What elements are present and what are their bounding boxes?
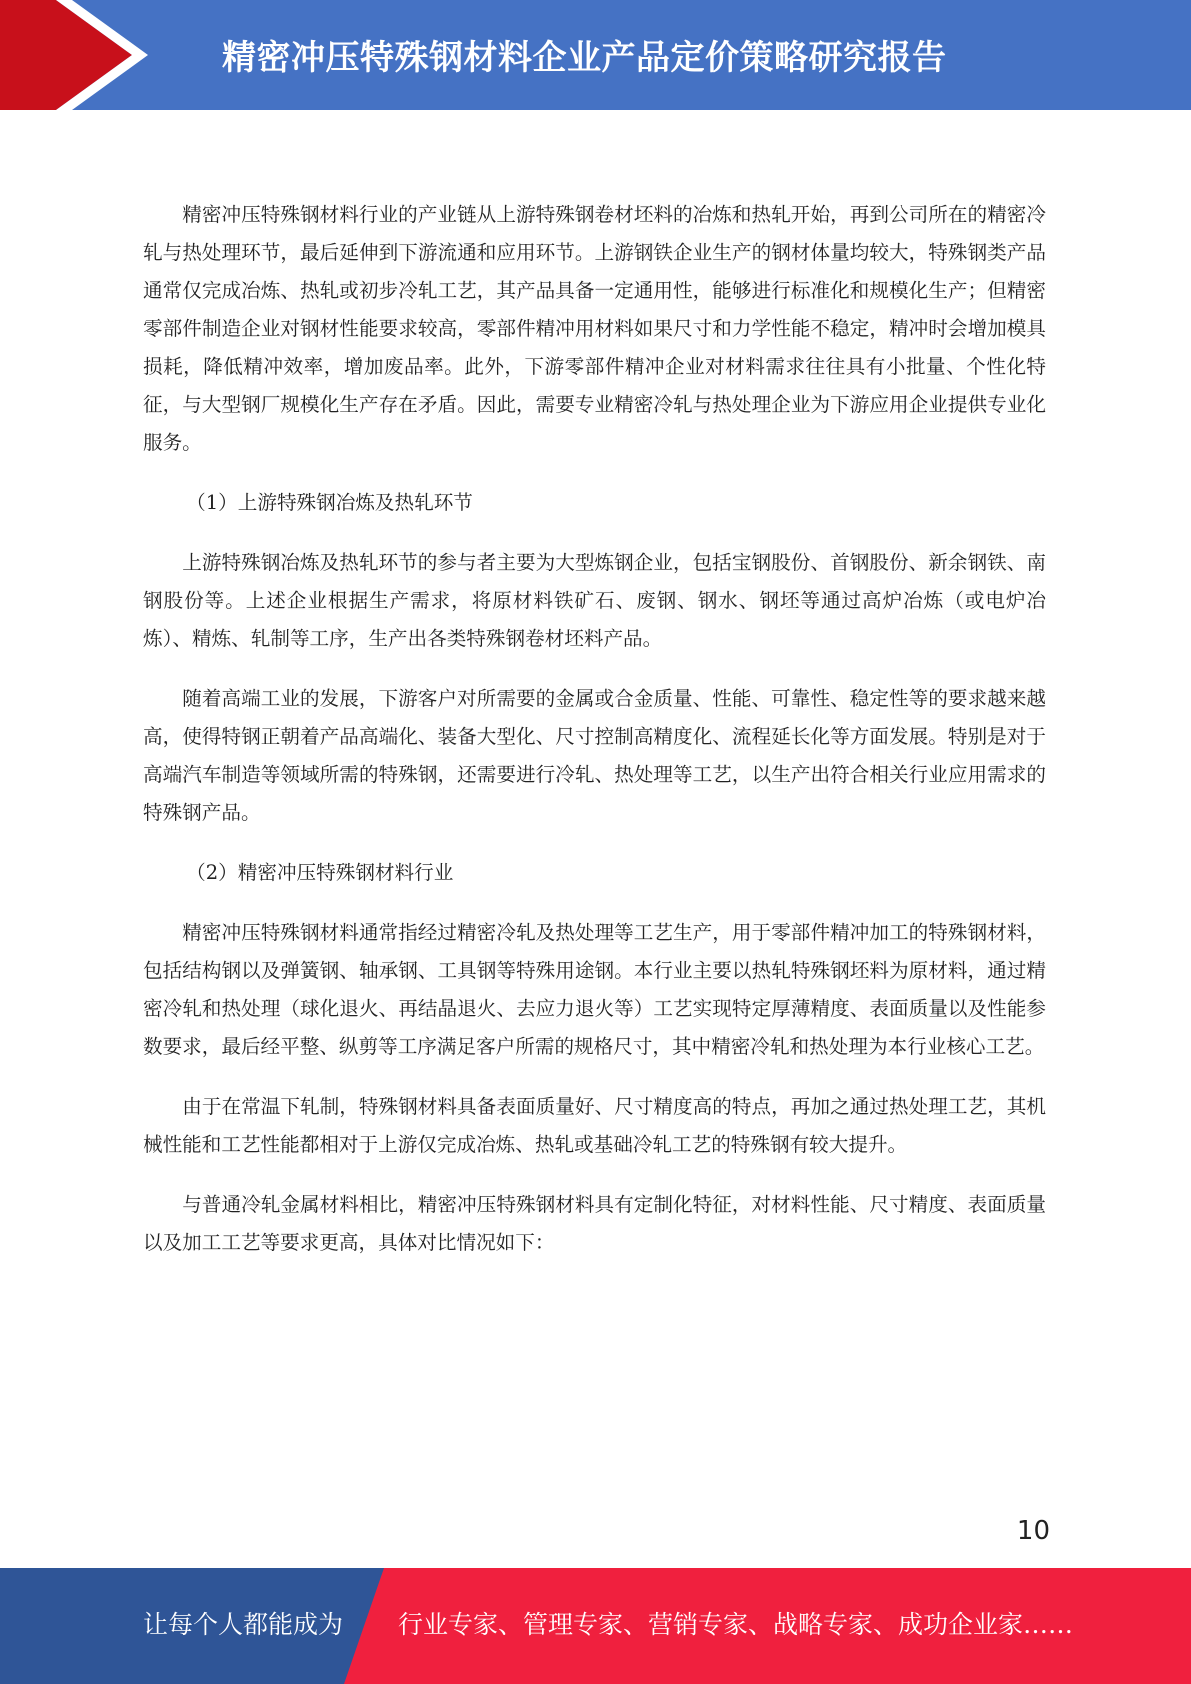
paragraph-comparison-intro: 与普通冷轧金属材料相比，精密冲压特殊钢材料具有定制化特征，对材料性能、尺寸精度、表面质量以及加工工艺等要求更高，具体对比情况如下： bbox=[143, 1193, 1046, 1254]
footer-slogan-right: 行业专家、管理专家、营销专家、战略专家、成功企业家…… bbox=[398, 1610, 1074, 1639]
paragraph-precision-definition: 精密冲压特殊钢材料通常指经过精密冷轧及热处理等工艺生产，用于零部件精冲加工的特殊钢材料，包括结构钢以及弹簧钢、轴承钢、工具钢等特殊用途钢。本行业主要以热轧特殊钢坯料为原材料，通过精密冷轧和热处理（球化退火、再结晶退火、去应力退火等）工艺实现特定厚薄精度、表面质量以及性能参数要求，最后经平整、纵剪等工序满足客户所需的规格尺寸，其中精密冷轧和热处理为本行业核心工艺。 bbox=[143, 921, 1046, 1058]
paragraph-upstream: 上游特殊钢冶炼及热轧环节的参与者主要为大型炼钢企业，包括宝钢股份、首钢股份、新余钢铁、南钢股份等。上述企业根据生产需求，将原材料铁矿石、废钢、钢水、钢坯等通过高炉冶炼（或电炉冶炼）、精炼、轧制等工序，生产出各类特殊钢卷材坯料产品。 bbox=[143, 551, 1046, 650]
report-title: 精密冲压特殊钢材料企业产品定价策略研究报告 bbox=[222, 38, 947, 78]
page-number: 10 bbox=[1016, 1516, 1050, 1546]
footer-banner bbox=[0, 1568, 1191, 1684]
body-content bbox=[143, 196, 1046, 1284]
header-banner bbox=[0, 0, 1191, 110]
section-heading-precision: （2）精密冲压特殊钢材料行业 bbox=[186, 861, 454, 884]
paragraph-cold-rolling: 由于在常温下轧制，特殊钢材料具备表面质量好、尺寸精度高的特点，再加之通过热处理工艺，其机械性能和工艺性能都相对于上游仅完成冶炼、热轧或基础冷轧工艺的特殊钢有较大提升。 bbox=[143, 1095, 1046, 1156]
paragraph-industry-chain: 精密冲压特殊钢材料行业的产业链从上游特殊钢卷材坯料的冶炼和热轧开始，再到公司所在的精密冷轧与热处理环节，最后延伸到下游流通和应用环节。上游钢铁企业生产的钢材体量均较大，特殊钢类产品通常仅完成冶炼、热轧或初步冷轧工艺，其产品具备一定通用性，能够进行标准化和规模化生产；但精密零部件制造企业对钢材性能要求较高，零部件精冲用材料如果尺寸和力学性能不稳定，精冲时会增加模具损耗，降低精冲效率，增加废品率。此外，下游零部件精冲企业对材料需求往往具有小批量、个性化特征，与大型钢厂规模化生产存在矛盾。因此，需要专业精密冷轧与热处理企业为下游应用企业提供专业化服务。 bbox=[143, 203, 1046, 454]
paragraph-high-end-industry: 随着高端工业的发展，下游客户对所需要的金属或合金质量、性能、可靠性、稳定性等的要求越来越高，使得特钢正朝着产品高端化、装备大型化、尺寸控制高精度化、流程延长化等方面发展。特别是对于高端汽车制造等领域所需的特殊钢，还需要进行冷轧、热处理等工艺，以生产出符合相关行业应用需求的特殊钢产品。 bbox=[143, 687, 1046, 824]
footer-slogan-left: 让每个人都能成为 bbox=[143, 1610, 344, 1639]
section-heading-upstream: （1）上游特殊钢冶炼及热轧环节 bbox=[186, 491, 473, 514]
header-arrow-icon bbox=[0, 0, 160, 110]
